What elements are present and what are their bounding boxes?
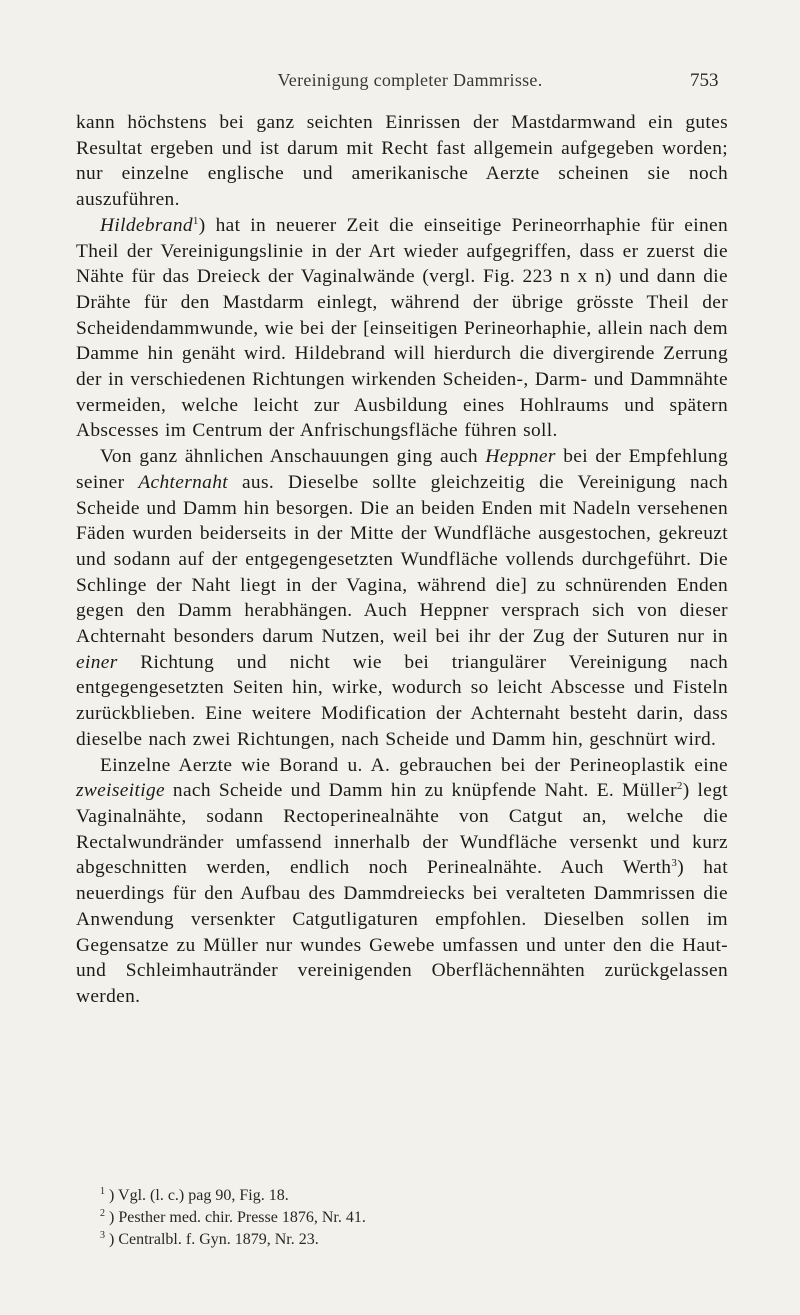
footnote-mark: 2 [100, 1208, 105, 1219]
paragraph-text: legt Vaginalnähte, sodann Rectoperinealnähte von Catgut an, welche die Rectalwundränder umfassend innerhalb der Wundfläche versenkt und kurz abgeschnitten werden, endlich noch Perinealnähte. Auch Werth [76, 780, 728, 879]
footnote-text: ) Vgl. (l. c.) pag 90, Fig. 18. [109, 1187, 289, 1204]
footnote-mark: 3 [100, 1230, 105, 1241]
paragraph-text: aus. Dieselbe sollte gleichzeitig die Vereinigung nach Scheide und Damm hin besorgen. Die an beiden Enden mit Nadeln versehenen Fäden wurden beiderseits in der Mitte der Wundfläche ausgestochen, gekreuzt und sodann auf der entgegengesetzten Wundfläche vollends durchgeführt. Die Schlinge der Naht liegt in der Vagina, während die] zu schnürenden Enden gegen den Damm herabhängen. Auch Heppner versprach sich von dieser Achternaht besonders darum Nutzen, weil bei ihr der Zug der Suturen nur in [76, 471, 729, 648]
body-text [76, 110, 728, 1010]
footnote-text: ) Centralbl. f. Gyn. 1879, Nr. 23. [109, 1231, 319, 1248]
emphasis: einer [76, 651, 118, 673]
footnote-text: ) Pesther med. chir. Presse 1876, Nr. 41. [109, 1209, 366, 1226]
paragraph [76, 110, 728, 213]
paragraph-text: Richtung und nicht wie bei triangulärer Vereinigung nach entgegengesetzten Seiten hin, wirke, wodurch so leicht Abscesse und Fisteln zurückblieben. Eine weitere Modification der Achternaht besteht darin, dass dieselbe nach zwei Richtungen, nach Scheide und Damm hin, geschnürt wird. [76, 651, 729, 750]
author-name: Heppner [485, 446, 556, 468]
footnote [100, 1207, 600, 1229]
paragraph-text: Von ganz ähnlichen Anschauungen ging auch [100, 446, 478, 468]
paragraph-text: bei der Empfehlung seiner [76, 446, 728, 493]
paragraph-text: kann höchstens bei ganz seichten Einrissen der Mastdarmwand ein gutes Resultat ergeben und ist darum mit Recht fast allgemein aufgegeben worden; nur einzelne englische und amerikanische Aerzte scheinen sie noch auszuführen. [76, 112, 728, 211]
paragraph-text: hat neuerdings für den Aufbau des Dammdreiecks bei veralteten Dammrissen die Anwendung versenkter Catgutligaturen empfohlen. Dieselben sollen im Gegensatze zu Müller nur wundes Gewebe umfassen und unter den die Haut- und Schleimhautränder vereinigenden Oberflächennähten zurückgelassen werden. [76, 857, 728, 1007]
footnote [100, 1185, 600, 1207]
footnote-ref: 2 [676, 780, 683, 793]
technical-term: Achternaht [138, 471, 229, 493]
running-title: Vereinigung completer Dammrisse. [277, 70, 543, 90]
page-number: 753 [690, 70, 719, 91]
paragraph-text: nach Scheide und Damm hin zu knüpfende Naht. E. Müller [172, 780, 677, 802]
running-head [0, 70, 800, 98]
paragraph [76, 444, 728, 752]
paragraph-text: Einzelne Aerzte wie Borand u. A. gebrauchen bei der Perineoplastik eine [100, 754, 728, 776]
emphasis: zweiseitige [76, 780, 165, 802]
paragraph: Einzelne Aerzte wie Borand u. A. gebrauchen bei der Perineoplastik eine zweiseitige nach Scheide und Damm hin zu knüpfende Naht. E. Müller$^2$) legt Vaginalnähte, sodann Rectoperinealnähte von Catgut an, welche die Rectalwundränder umfassend innerhalb der Wundfläche versenkt und kurz abgeschnitten werden, endlich noch Perinealnähte. Auch Werth$^3$) hat neuerdings für den Aufbau des Dammdreiecks bei veralteten Dammrissen die Anwendung versenkter Catgutligaturen empfohlen. Dieselben sollen im Gegensatze zu Müller nur wundes Gewebe umfassen und unter den die Haut- und Schleimhautränder vereinigenden Oberflächennähten zurückgelassen werden. [76, 754, 728, 1007]
footnote-mark: 1 [100, 1186, 105, 1197]
footnote-ref: 1 [192, 214, 199, 227]
footnote [100, 1229, 600, 1251]
paragraph: Hildebrand$^1$) hat in neuerer Zeit die einseitige Perineorrhaphie für einen Theil der Vereinigungslinie in der Art wieder aufgegriffen, dass er zuerst die Nähte für das Dreieck der Vaginalwände (vergl. Fig. 223 n x n) und dann die Drähte für den Mastdarm einlegt, während der übrige grösste Theil der Scheidendammwunde, wie bei der [einseitigen Perineorhaphie, allein nach dem Damme hin genäht wird. Hildebrand will hierdurch die divergirende Zerrung der in verschiedenen Richtungen wirkenden Scheiden-, Darm- und Dammnähte vermeiden, welche leicht zur Ausbildung eines Hohlraums und spätern Abscesses im Centrum der Anfrischungsfläche führen soll. [76, 214, 728, 442]
footnote-ref: 3 [671, 857, 678, 870]
author-name: Hildebrand [100, 214, 193, 236]
footnotes [100, 1185, 600, 1251]
paragraph-text: hat in neuerer Zeit die einseitige Perineorrhaphie für einen Theil der Vereinigungslinie in der Art wieder aufgegriffen, dass er zuerst die Nähte für das Dreieck der Vaginalwände (vergl. Fig. 223 n x n) und dann die Drähte für den Mastdarm einlegt, während der übrige grösste Theil der Scheidendammwunde, wie bei der [einseitigen Perineorhaphie, allein nach dem Damme hin genäht wird. Hildebrand will hierdurch die divergirende Zerrung der in verschiedenen Richtungen wirkenden Scheiden-, Darm- und Dammnähte vermeiden, welche leicht zur Ausbildung eines Hohlraums und spätern Abscesses im Centrum der Anfrischungsfläche führen soll. [76, 214, 728, 442]
